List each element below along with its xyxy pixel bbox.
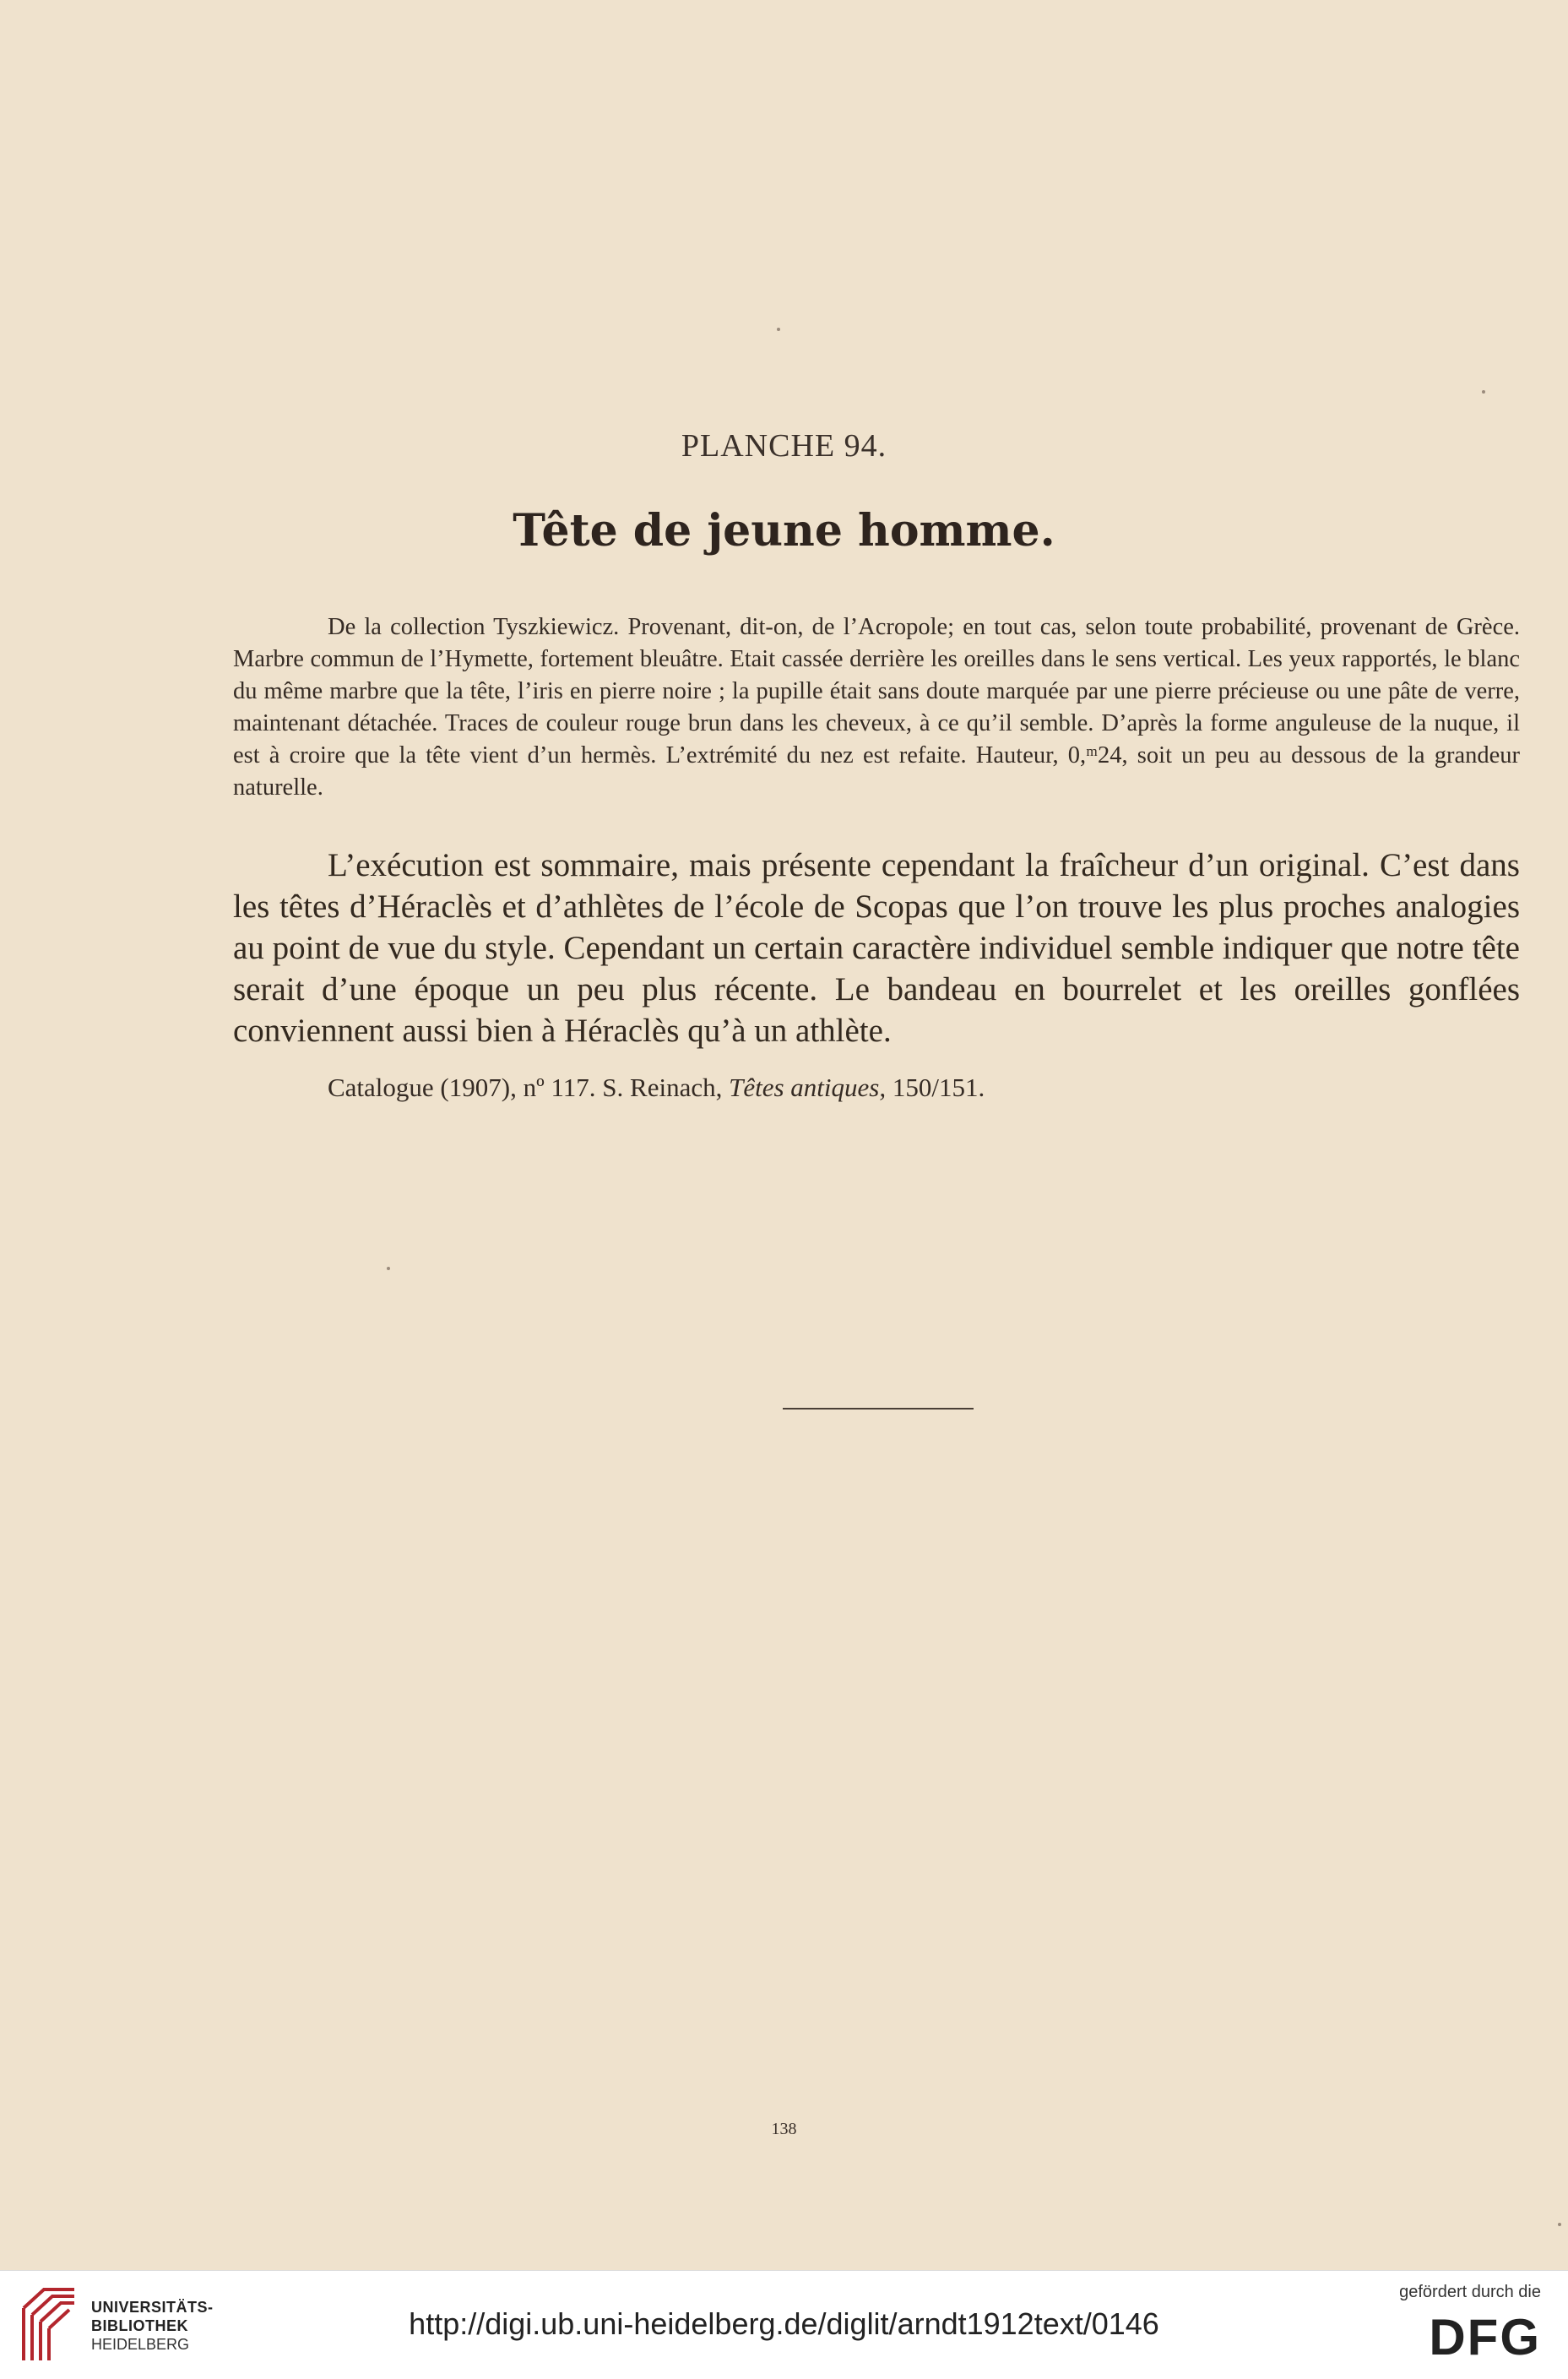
dfg-logo: DFG (1429, 2309, 1541, 2365)
digitization-footer (0, 2270, 1568, 2379)
scan-speck (1482, 390, 1485, 394)
funding-note: gefördert durch die (1399, 2283, 1541, 2301)
permalink-url[interactable]: http://digi.ub.uni-heidelberg.de/diglit/arndt1912text/0146 (409, 2306, 1159, 2341)
description-text: De la collection Tyszkiewicz. Provenant, dit-on, de l’Acropole; en tout cas, selon toute probabilité, provenant de Grèce. Marbre commun de l’Hymette, fortement bleuâtre. Etait cassée derrière les oreilles dans le sens vertical. Les yeux rapportés, le blanc du même marbre que la tête, l’iris en pierre noire ; la pupille était sans doute marquée par une pierre précieuse ou une pâte de verre, maintenant détachée. Traces de couleur rouge brun dans les cheveux, à ce qu’il semble. D’après la forme anguleuse de la nuque, il est à croire que la tête vient d’un hermès. L’extrémité du nez est refaite. Hauteur, 0,ᵐ24, soit un peu au dessous de la grandeur naturelle. (233, 614, 1520, 801)
page-number: 138 (771, 2120, 797, 2138)
separator-rule (783, 1408, 974, 1409)
citation-prefix: Catalogue (1907), nº 117. S. Reinach, (328, 1073, 723, 1102)
citation-pages: 150/151. (892, 1073, 985, 1102)
plate-title: Tête de jeune homme. (513, 505, 1055, 557)
scan-speck (1558, 2223, 1561, 2226)
commentary-paragraph (233, 845, 1520, 1051)
library-name-line: UNIVERSITÄTS- (91, 2299, 214, 2316)
citation (328, 1073, 985, 1103)
scan-speck (777, 328, 780, 331)
description-paragraph (233, 611, 1520, 804)
plate-number: PLANCHE 94. (681, 428, 887, 464)
library-name-line: BIBLIOTHEK (91, 2317, 188, 2334)
scan-speck (387, 1267, 390, 1270)
citation-work: Têtes antiques, (729, 1073, 887, 1102)
commentary-text: L’exécution est sommaire, mais présente cependant la fraîcheur d’un original. C’est dans les têtes d’Héraclès et d’athlètes de l’école de Scopas que l’on trouve les plus proches analogies au point de vue du style. Cependant un certain caractère individuel semble indiquer que notre tête serait d’une époque un peu plus récente. Le bandeau en bourrelet et les oreilles gonflées conviennent aussi bien à Héraclès qu’à un athlète. (233, 847, 1520, 1049)
library-name-line: HEIDELBERG (91, 2336, 190, 2353)
